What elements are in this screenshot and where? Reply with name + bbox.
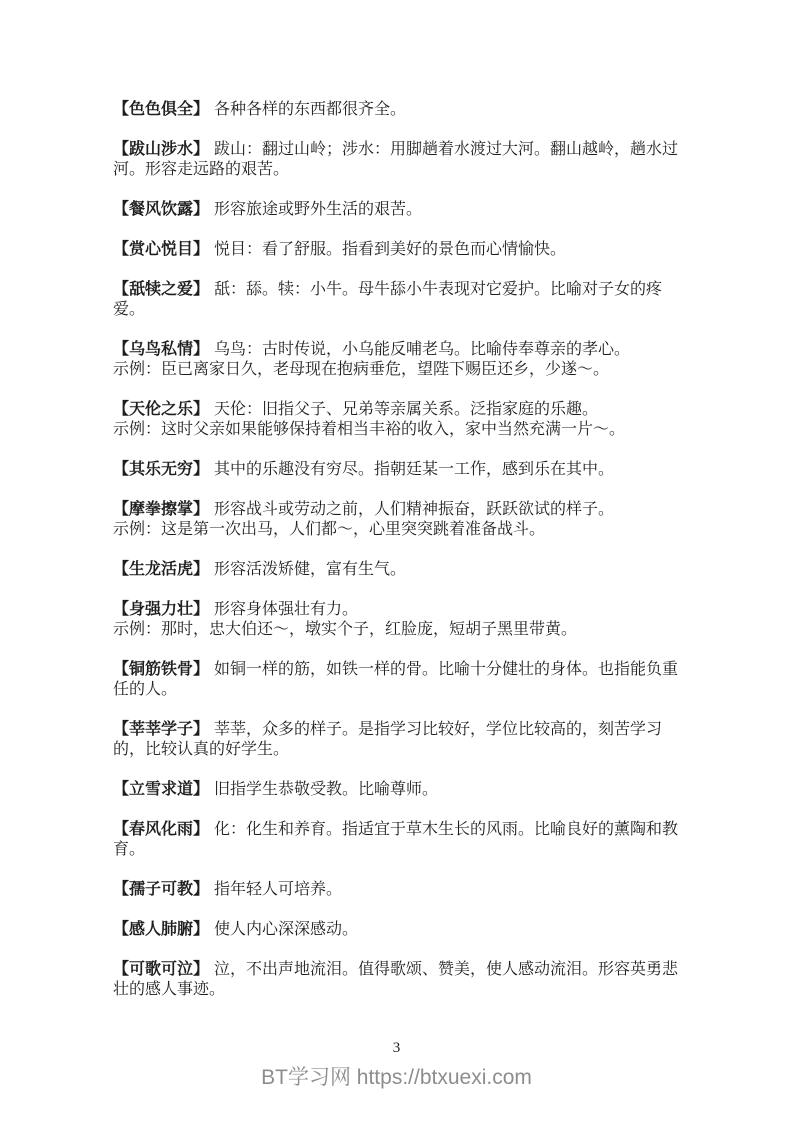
idiom-term: 【春风化雨】 [113, 821, 210, 838]
idiom-entry [113, 920, 693, 940]
idiom-definition: 跋山：翻过山岭；涉水：用脚趟着水渡过大河。翻山越岭，趟水过河。形容走远路的艰苦。 [113, 141, 679, 178]
footer-watermark [0, 1064, 793, 1092]
idiom-entry [113, 780, 693, 800]
idiom-entry [113, 600, 693, 640]
idiom-term: 【舐犊之爱】 [113, 281, 210, 298]
idiom-term: 【摩拳擦掌】 [113, 501, 210, 518]
idiom-entry [113, 560, 693, 580]
idiom-definition: 化：化生和养育。指适宜于草木生长的风雨。比喻良好的薰陶和教育。 [113, 821, 679, 858]
idiom-definition: 形容旅途或野外生活的艰苦。 [214, 201, 423, 218]
idiom-term: 【餐风饮露】 [113, 201, 210, 218]
idiom-definition: 指年轻人可培养。 [214, 881, 343, 898]
idiom-term: 【跋山涉水】 [113, 141, 210, 158]
idiom-entry [113, 340, 693, 380]
idiom-definition: 各种各样的东西都很齐全。 [214, 101, 407, 118]
idiom-term: 【身强力壮】 [113, 601, 210, 618]
idiom-definition: 舐：舔。犊：小牛。母牛舔小牛表现对它爱护。比喻对子女的疼爱。 [113, 281, 663, 318]
idiom-entry [113, 100, 693, 120]
idiom-term: 【可歌可泣】 [113, 961, 210, 978]
idiom-example: 示例：这时父亲如果能够保持着相当丰裕的收入，家中当然充满一片～。 [113, 421, 626, 438]
idiom-term: 【赏心悦目】 [113, 241, 210, 258]
idiom-entry [113, 500, 693, 540]
idiom-entry [113, 460, 693, 480]
idiom-term: 【铜筋铁骨】 [113, 661, 210, 678]
idiom-definition: 旧指学生恭敬受教。比喻尊师。 [214, 781, 439, 798]
idiom-entry [113, 820, 693, 860]
footer-site-text: BT学习网 https://btxuexi.com [261, 1066, 532, 1089]
idiom-entry [113, 880, 693, 900]
idiom-example: 示例：那时，忠大伯还～，墩实个子，红脸庞，短胡子黑里带黄。 [113, 621, 578, 638]
idiom-entry [113, 720, 693, 760]
page-number: 3 [392, 1040, 401, 1056]
idiom-entry [113, 200, 693, 220]
idiom-entry [113, 960, 693, 1000]
idiom-definition: 悦目：看了舒服。指看到美好的景色而心情愉快。 [214, 241, 567, 258]
idiom-term: 【其乐无穷】 [113, 461, 210, 478]
idiom-definition: 形容战斗或劳动之前，人们精神振奋，跃跃欲试的样子。 [214, 501, 615, 518]
idiom-term: 【生龙活虎】 [113, 561, 210, 578]
idiom-term: 【立雪求道】 [113, 781, 210, 798]
idiom-definition: 形容活泼矫健，富有生气。 [214, 561, 407, 578]
idiom-definition: 形容身体强壮有力。 [214, 601, 359, 618]
idiom-example: 示例：这是第一次出马，人们都～，心里突突跳着准备战斗。 [113, 521, 546, 538]
idiom-term: 【色色俱全】 [113, 101, 210, 118]
idiom-entry [113, 140, 693, 180]
idiom-term: 【孺子可教】 [113, 881, 210, 898]
idiom-definition: 其中的乐趣没有穷尽。指朝廷某一工作，感到乐在其中。 [214, 461, 615, 478]
idiom-definition: 莘莘，众多的样子。是指学习比较好，学位比较高的，刻苦学习的，比较认真的好学生。 [113, 721, 663, 758]
idiom-list [113, 100, 693, 1020]
idiom-term: 【乌鸟私情】 [113, 341, 210, 358]
idiom-term: 【天伦之乐】 [113, 401, 210, 418]
idiom-definition: 乌鸟：古时传说，小乌能反哺老乌。比喻侍奉尊亲的孝心。 [214, 341, 631, 358]
idiom-entry [113, 240, 693, 260]
idiom-term: 【莘莘学子】 [113, 721, 210, 738]
idiom-definition: 泣，不出声地流泪。值得歌颂、赞美，使人感动流泪。形容英勇悲壮的感人事迹。 [113, 961, 679, 998]
idiom-definition: 使人内心深深感动。 [214, 921, 359, 938]
idiom-definition: 如铜一样的筋，如铁一样的骨。比喻十分健壮的身体。也指能负重任的人。 [113, 661, 679, 698]
idiom-entry [113, 660, 693, 700]
idiom-entry [113, 280, 693, 320]
idiom-entry [113, 400, 693, 440]
idiom-example: 示例：臣已离家日久，老母现在抱病垂危，望陛下赐臣还乡，少遂～。 [113, 361, 610, 378]
idiom-term: 【感人肺腑】 [113, 921, 210, 938]
idiom-definition: 天伦：旧指父子、兄弟等亲属关系。泛指家庭的乐趣。 [214, 401, 599, 418]
